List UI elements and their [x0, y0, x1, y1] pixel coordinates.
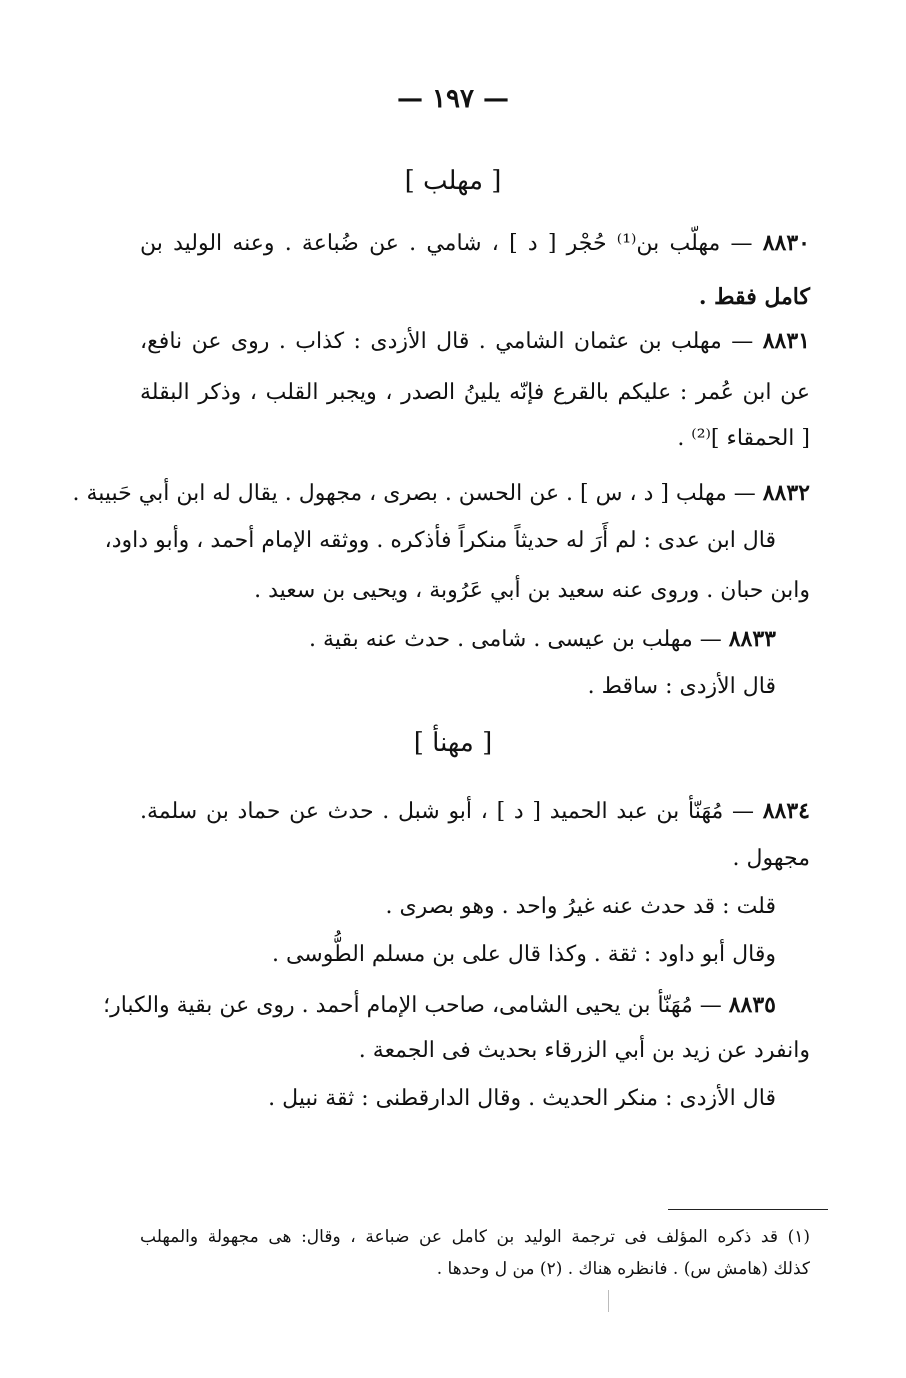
section-heading-muhallab: [ مهلب ]: [404, 166, 502, 196]
entry-number: ٨٨٣٣: [728, 626, 776, 652]
entry-8833-line-2: [588, 672, 776, 702]
entry-text: — مهلب [ د ، س ] . عن الحسن . بصرى ، مجهول . يقال له ابن أبي حَبيبة .: [72, 481, 763, 506]
entry-text: قال الأزدى : منكر الحديث . وقال الدارقطنى : ثقة نبيل .: [268, 1086, 776, 1111]
entry-8831-line-2: [140, 378, 810, 408]
entry-text: مجهول .: [732, 846, 810, 871]
entry-8834-line-3: [385, 892, 776, 922]
entry-8834-line-4: [272, 940, 776, 970]
page-number: — ١٩٧ —: [396, 84, 510, 114]
entry-text: كامل فقط .: [698, 284, 810, 310]
entry-8832-line-1: [72, 478, 810, 509]
section-heading-muhanna: [ مهنأ ]: [413, 728, 493, 758]
footnote-2: [437, 1256, 810, 1282]
margin-mark: [608, 1290, 609, 1312]
entry-8833-line-1: [309, 624, 776, 655]
entry-8830-line-1: [140, 228, 810, 259]
footnote-1: [140, 1224, 810, 1250]
entry-8835-line-1: [103, 990, 776, 1021]
entry-text: — مهلّب بن⁽¹⁾ حُجْر [ د ] ، شامي . عن ضُباعة . وعنه الوليد بن: [140, 231, 763, 256]
entry-8835-line-3: [268, 1084, 776, 1114]
entry-text: قال الأزدى : ساقط .: [587, 674, 776, 699]
entry-number: ٨٨٣٢: [762, 480, 810, 506]
entry-text: قلت : قد حدث عنه غيرُ واحد . وهو بصرى .: [385, 894, 776, 919]
entry-text: — مهلب بن عثمان الشامي . قال الأزدى : كذاب . روى عن نافع،: [140, 329, 763, 354]
footnote-divider: [668, 1209, 828, 1210]
entry-text: عن ابن عُمر : عليكم بالقرع فإنّه يلينُ الصدر ، ويجبر القلب ، وذكر البقلة: [140, 380, 810, 405]
entry-8834-line-2: [733, 844, 810, 874]
entry-text: وانفرد عن زيد بن أبي الزرقاء بحديث فى الجمعة .: [358, 1038, 810, 1063]
entry-number: ٨٨٣١: [762, 328, 810, 354]
entry-8831-line-1: [140, 326, 810, 357]
entry-text: [ الحمقاء ]⁽²⁾ .: [677, 426, 810, 451]
entry-text: — مهلب بن عيسى . شامى . حدث عنه بقية .: [309, 627, 729, 652]
entry-text: — مُهَنّأ بن يحيى الشامى، صاحب الإمام أحمد . روى عن بقية والكبار؛: [103, 993, 729, 1018]
entry-8832-line-2: [104, 526, 776, 556]
entry-8835-line-2: [359, 1036, 810, 1066]
entry-text: وابن حبان . وروى عنه سعيد بن أبي عَرُوبة ، ويحيى بن سعيد .: [254, 578, 810, 603]
entry-8831-line-3: [677, 424, 810, 454]
footnote-text: كذلك (هامش س) . فانظره هناك . (٢) من ل وحدها .: [436, 1259, 810, 1279]
entry-number: ٨٨٣٠: [762, 230, 810, 256]
entry-number: ٨٨٣٥: [728, 992, 776, 1018]
footnote-text: (١) قد ذكره المؤلف فى ترجمة الوليد بن كامل عن ضباعة ، وقال: هى مجهولة والمهلب: [140, 1227, 810, 1247]
entry-text: — مُهَنّأ بن عبد الحميد [ د ] ، أبو شبل . حدث عن حماد بن سلمة.: [140, 799, 763, 824]
entry-number: ٨٨٣٤: [762, 798, 810, 824]
entry-8832-line-3: [254, 576, 810, 606]
entry-8834-line-1: [140, 796, 810, 827]
entry-text: قال ابن عدى : لم أَرَ له حديثاً منكراً فأذكره . ووثقه الإمام أحمد ، وأبو داود،: [104, 528, 776, 553]
entry-text: وقال أبو داود : ثقة . وكذا قال على بن مسلم الطُّوسى .: [271, 942, 776, 967]
entry-8830-line-2: [699, 282, 810, 313]
